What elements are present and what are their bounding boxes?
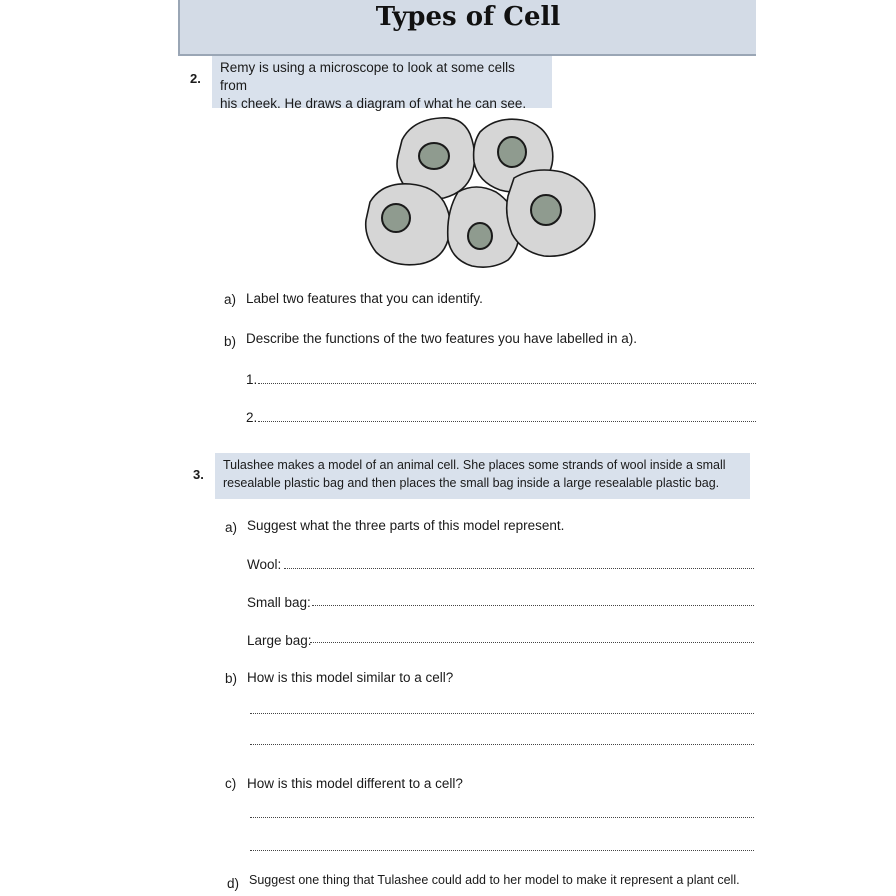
q3-part-b-text: How is this model similar to a cell?: [247, 670, 454, 685]
q3-b-answer-line-2[interactable]: [250, 744, 754, 745]
title-banner: [178, 0, 756, 56]
wool-label: Wool:: [247, 557, 282, 572]
q3-b-answer-line-1[interactable]: [250, 713, 754, 714]
nucleus: [382, 204, 410, 232]
wool-answer-line[interactable]: [284, 568, 754, 569]
q2-part-a-text: Label two features that you can identify.: [246, 291, 483, 306]
large-bag-answer-line[interactable]: [310, 642, 754, 643]
q2-part-a-label: a): [224, 292, 237, 307]
q2-answer-line-2[interactable]: [258, 421, 756, 422]
q3-part-c-label: c): [225, 776, 237, 791]
nucleus: [531, 195, 561, 225]
question-2-number: 2.: [190, 71, 201, 86]
q3-c-answer-line-2[interactable]: [250, 850, 754, 851]
question-3-prompt-line1: Tulashee makes a model of an animal cell. She places some strands of wool inside a small: [223, 458, 726, 472]
nucleus: [498, 137, 526, 167]
question-2-prompt: [212, 56, 552, 111]
nucleus: [468, 223, 492, 249]
question-2-prompt-line1: Remy is using a microscope to look at some cells from: [220, 60, 515, 93]
q3-part-b-label: b): [225, 671, 238, 686]
q2-answer-2-label: 2.: [246, 410, 258, 425]
q3-part-a-label: a): [225, 520, 238, 535]
q2-part-b-text: Describe the functions of the two features you have labelled in a).: [246, 331, 637, 346]
question-2-prompt-line2: his cheek. He draws a diagram of what he can see.: [220, 96, 527, 111]
q3-part-d-label: d): [227, 876, 240, 891]
q3-c-answer-line-1[interactable]: [250, 817, 754, 818]
small-bag-answer-line[interactable]: [312, 605, 754, 606]
q3-part-a-text: Suggest what the three parts of this model represent.: [247, 518, 565, 533]
q3-part-d-text: Suggest one thing that Tulashee could add to her model to make it represent a plant cell.: [249, 873, 740, 887]
question-3-number: 3.: [193, 467, 204, 482]
q2-answer-line-1[interactable]: [258, 383, 756, 384]
question-3-prompt: [215, 453, 750, 499]
large-bag-label: Large bag:: [247, 633, 312, 648]
q3-part-c-text: How is this model different to a cell?: [247, 776, 463, 791]
nucleus: [419, 143, 449, 169]
cheek-cells-diagram: [362, 112, 602, 272]
q2-part-b-label: b): [224, 334, 237, 349]
small-bag-label: Small bag:: [247, 595, 311, 610]
page-title: Types of Cell: [375, 2, 561, 32]
q2-answer-1-label: 1.: [246, 372, 258, 387]
question-3-prompt-line2: resealable plastic bag and then places the small bag inside a large resealable plastic bag.: [223, 476, 720, 490]
